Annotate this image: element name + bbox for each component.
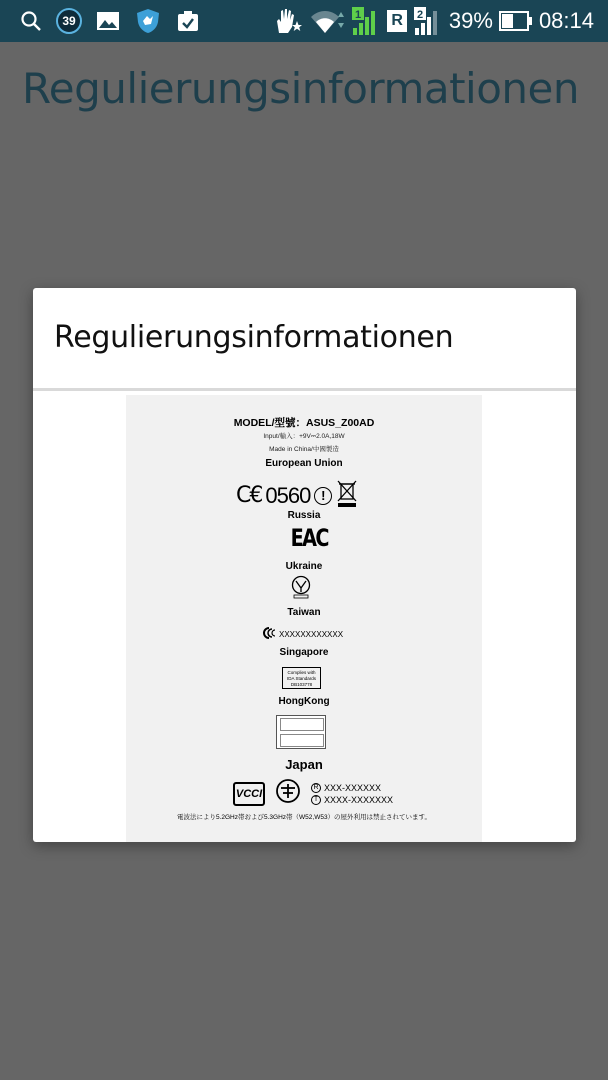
weee-bin-icon [336, 479, 358, 512]
label-russia-heading: Russia [287, 510, 321, 521]
status-bar [0, 0, 608, 42]
hand-star-icon [273, 7, 303, 35]
signal-sim1-icon [351, 6, 381, 36]
regulatory-dialog [33, 288, 576, 842]
svg-text:1: 1 [355, 9, 362, 21]
giteki-mark-icon [275, 778, 301, 809]
clock: 08:14 [538, 8, 594, 33]
dialog-divider [33, 388, 576, 391]
clipboard-check-icon [176, 9, 200, 33]
label-hongkong-heading: HongKong [278, 696, 330, 707]
search-icon [20, 10, 42, 32]
ida-line-2: IDA Standards [286, 676, 317, 681]
shield-icon [134, 7, 162, 35]
battery-percent: 39% [448, 8, 493, 33]
japan-r-code-row [311, 783, 393, 793]
r-code: XXX-XXXXXX [324, 782, 382, 793]
ce-marking [236, 479, 358, 512]
svg-text:2: 2 [416, 9, 423, 21]
status-bar-right [273, 0, 594, 42]
t-code: XXXX-XXXXXXX [324, 794, 394, 805]
status-bar-left [20, 0, 200, 42]
regulatory-label-image [126, 395, 482, 842]
taiwan-code: XXXXXXXXXXXX [279, 629, 344, 639]
r-letter: R [311, 783, 321, 793]
ncc-icon [263, 627, 277, 641]
gallery-icon [96, 11, 120, 31]
ukraine-conformity-icon [291, 575, 311, 604]
ida-line-3: DB103778 [290, 682, 313, 687]
hongkong-certificate-icon [276, 715, 326, 749]
eac-mark: EAC [290, 524, 328, 552]
japan-t-code-row [311, 795, 393, 805]
alert-icon: ! [314, 487, 332, 505]
wifi-icon [309, 8, 345, 34]
label-japan-heading: Japan [285, 757, 323, 772]
label-ukraine-heading: Ukraine [285, 561, 323, 572]
roaming-indicator: R [387, 10, 407, 32]
page-title: Regulierungsinformationen [22, 64, 580, 113]
ida-compliance-box [282, 667, 321, 689]
japan-marks-row [233, 778, 393, 809]
label-taiwan-heading: Taiwan [287, 607, 321, 618]
ida-line-1: Complies with [287, 670, 316, 675]
label-singapore-heading: Singapore [279, 647, 329, 658]
label-input: Input/輸入：+9V⎓2.0A,18W [263, 433, 345, 440]
japan-codes [311, 783, 393, 805]
signal-sim2-icon [413, 6, 443, 36]
t-letter: T [311, 795, 321, 805]
taiwan-ncc-row [263, 627, 343, 641]
japan-5ghz-note: 電波法により5.2GHz帯および5.3GHz帯（W52,W53）の屋外利用は禁止されています。 [176, 814, 432, 821]
notification-badge: 39 [56, 8, 82, 34]
label-model: MODEL/型號：ASUS_Z00AD [233, 417, 375, 429]
label-eu-heading: European Union [265, 458, 343, 469]
ce-number: 0560 [265, 482, 311, 508]
dialog-title: Regulierungsinformationen [54, 320, 454, 355]
label-made-in: Made in China/中國製造 [269, 446, 339, 453]
battery-icon [499, 10, 533, 32]
ce-icon: C€ [236, 483, 262, 508]
vcci-mark: VCCI [233, 782, 265, 806]
